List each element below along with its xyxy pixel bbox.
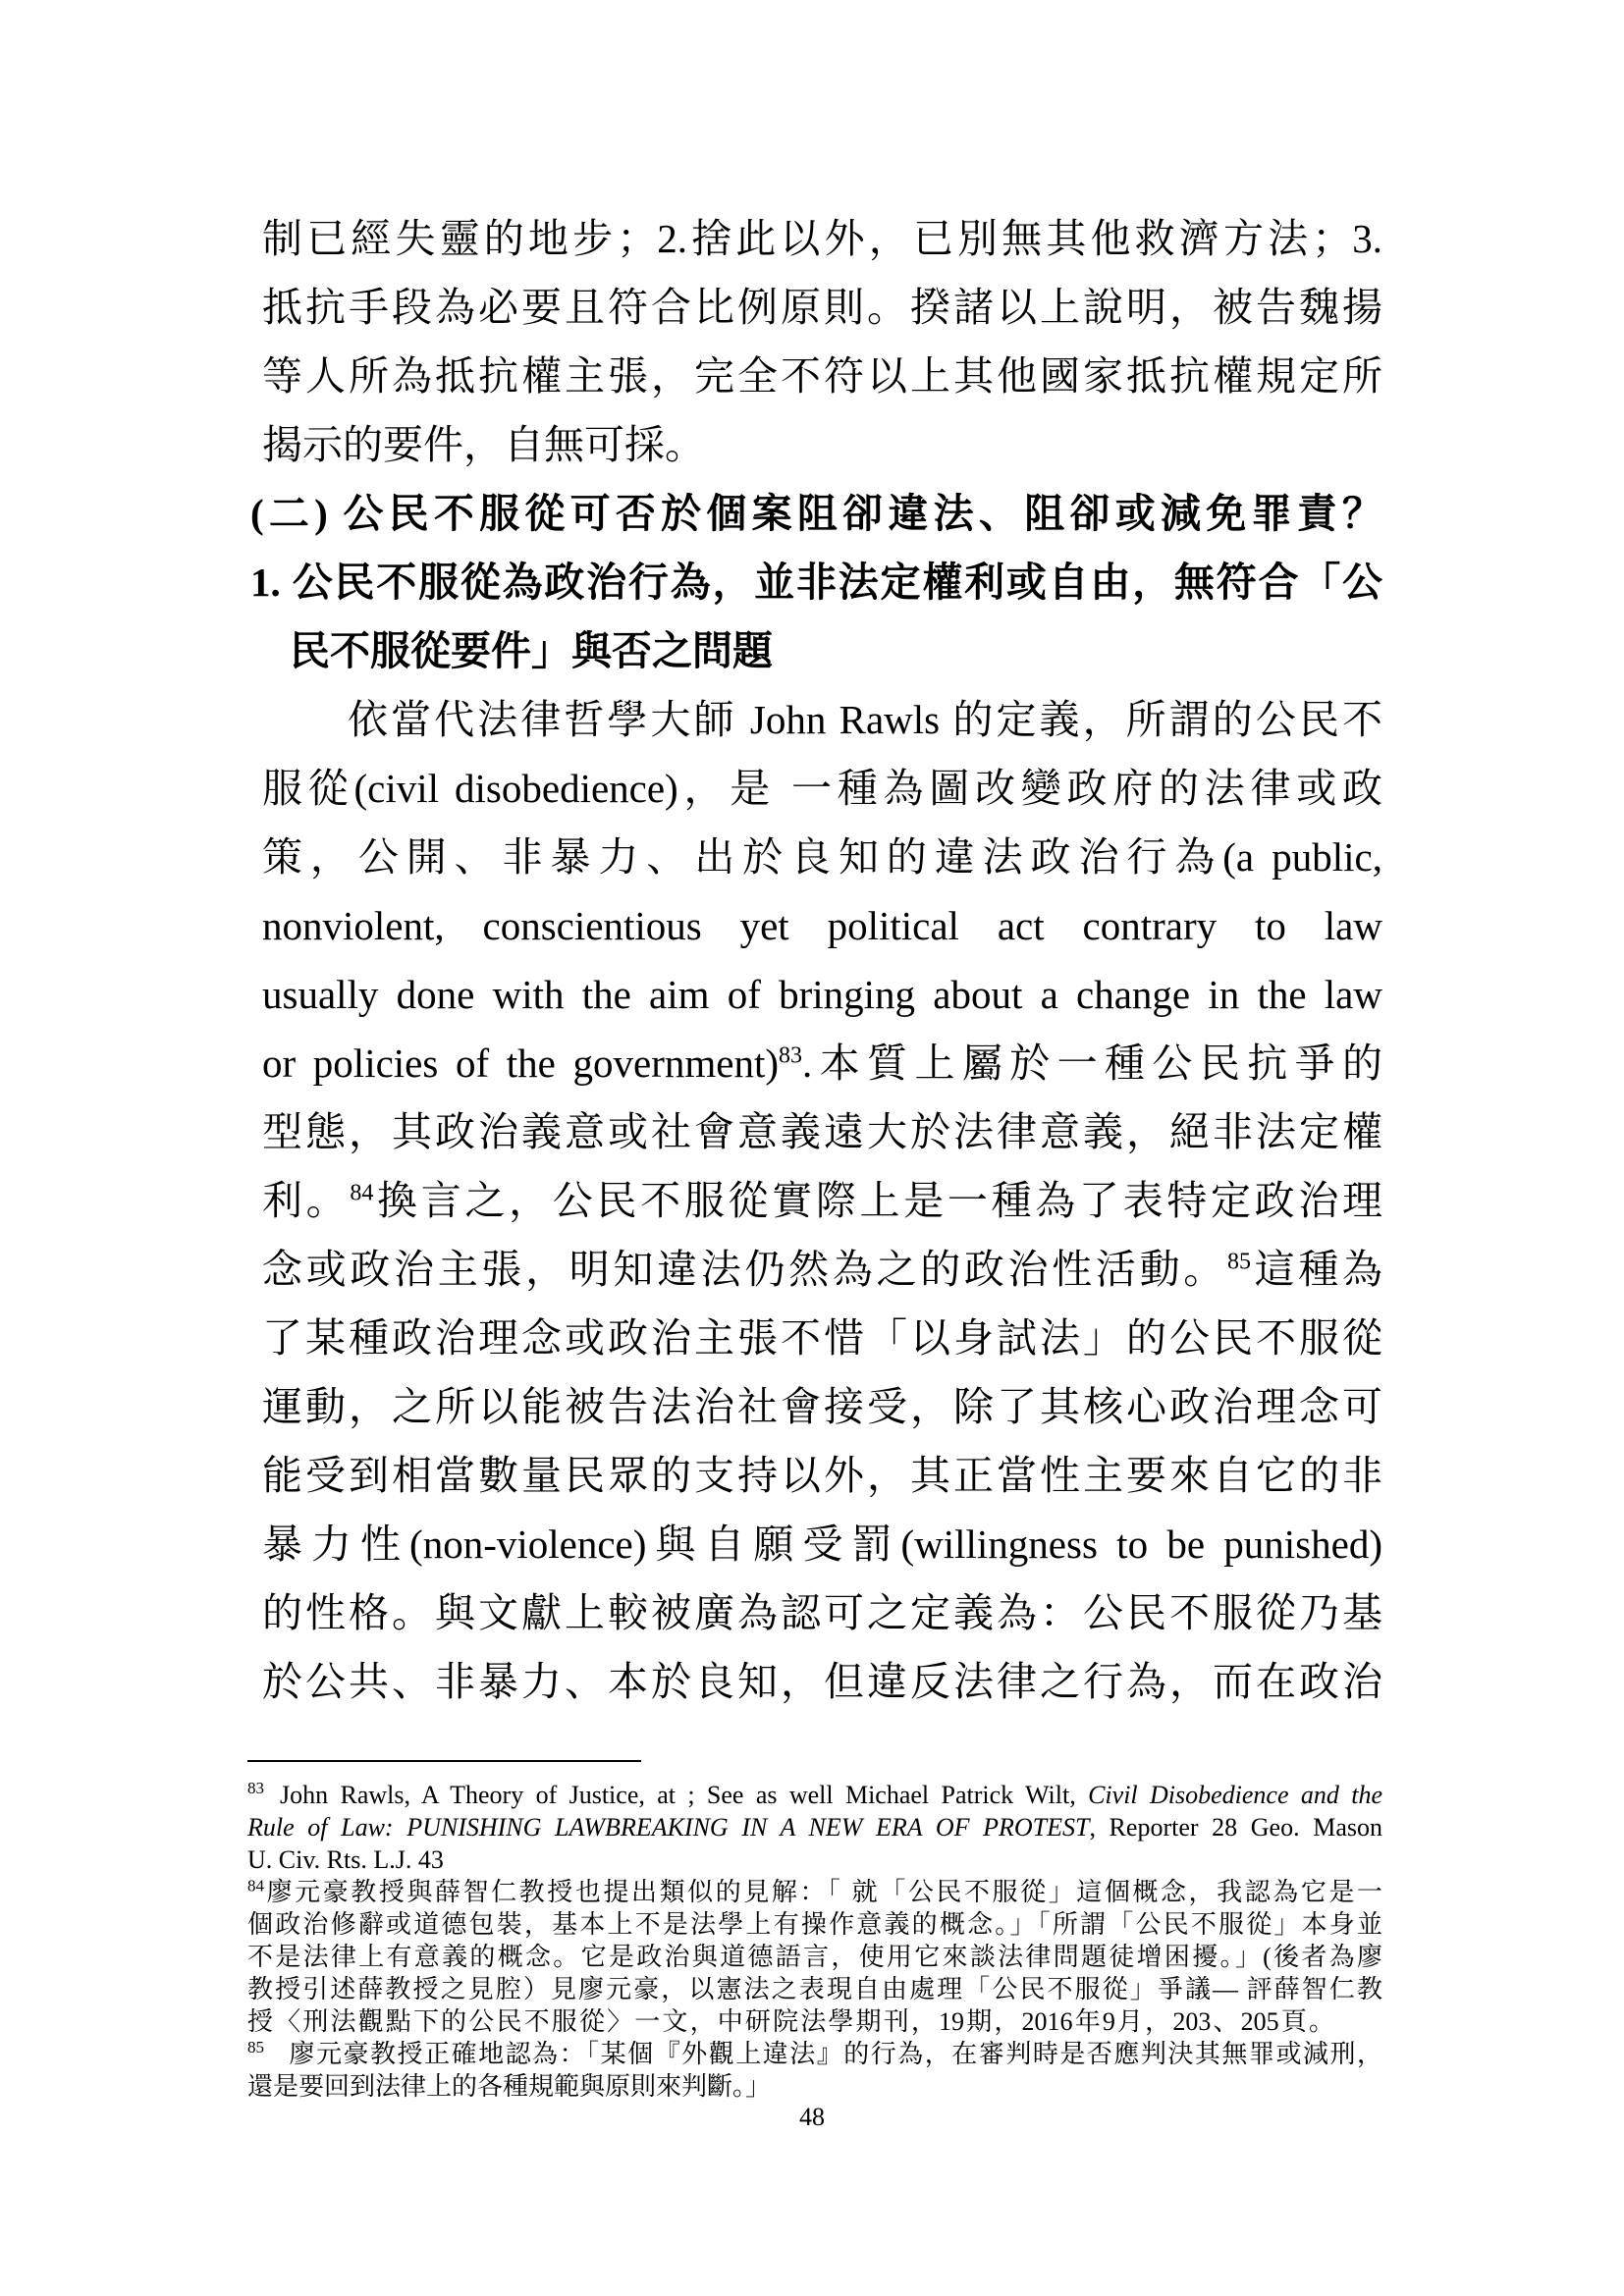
footnote-text: , Reporter 28 Geo. Mason [1089, 1813, 1382, 1842]
intro-line: 等人所為抵抗權主張，完全不符以上其他國家抵抗權規定所 [262, 353, 1382, 399]
footnote-ref-85[interactable]: 85 [1226, 1249, 1251, 1275]
paragraph-line-text: .本質上屬於一種公民抗爭的 [802, 1041, 1383, 1086]
footnote-84-line: 個政治修辭或道德包裝，基本上不是法學上有操作意義的概念。」「所謂「公民不服從」本身並 [247, 1910, 1382, 1939]
footnote-text: 廖元豪教授正確地認為：「某個『外觀上違法』的行為，在審判時是否應判決其無罪或減刑， [288, 2040, 1382, 2068]
footnote-84-line: 授〈刑法觀點下的公民不服從〉一文，中研院法學期刊，19期，2016年9月，203、205頁。 [247, 2007, 1334, 2036]
intro-line: 制已經失靈的地步；2.捨此以外，已別無其他救濟方法；3. [262, 216, 1382, 261]
intro-line: 揭示的要件，自無可採。 [262, 422, 705, 467]
paragraph-line [262, 1029, 1382, 1097]
paragraph-line: 暴力性(non-violence)與自願受罰(willingness to be punished) [262, 1522, 1382, 1567]
footnote-85-line [247, 2038, 1382, 2070]
footnote-italic-title: Rule of Law: PUNISHING LAWBREAKING IN A NEW ERA OF PROTEST [247, 1813, 1090, 1842]
footnote-text: John Rawls, A Theory of Justice, at ; See as well Michael Patrick Wilt, [280, 1781, 1089, 1809]
body-text [250, 204, 1383, 1716]
paragraph-line: 的性格。與文獻上較被廣為認可之定義為：公民不服從乃基 [262, 1590, 1382, 1635]
paragraph-line: 型態，其政治義意或社會意義遠大於法律意義，絕非法定權 [262, 1109, 1382, 1154]
paragraph-line: nonviolent, conscientious yet political act contrary to law [262, 903, 1382, 948]
paragraph-line-text: 換言之，公民不服從實際上是一種為了表特定政治理 [373, 1178, 1383, 1223]
footnote-ref-83[interactable]: 83 [779, 1042, 802, 1069]
paragraph-line-text: 利。 [262, 1178, 351, 1223]
footnote-ref-84[interactable]: 84 [350, 1180, 374, 1206]
paragraph-line: 於公共、非暴力、本於良知，但違反法律之行為，而在政治 [262, 1659, 1382, 1704]
footnote-number-85: 85 [247, 2038, 264, 2057]
paragraph-line [262, 1235, 1382, 1304]
paragraph-line: 依當代法律哲學大師 John Rawls 的定義，所謂的公民不 [348, 697, 1382, 742]
paragraph-line: 了某種政治理念或政治主張不惜「以身試法」的公民不服從 [262, 1315, 1382, 1361]
paragraph-line: 運動，之所以能被告法治社會接受，除了其核心政治理念可 [262, 1384, 1382, 1429]
subheading-line: 民不服從要件」與否之問題 [290, 628, 773, 673]
footnote-number-84: 84 [247, 1876, 264, 1896]
paragraph-line-text: or policies of the government) [262, 1041, 779, 1086]
paragraph-line [262, 1166, 1382, 1235]
footnote-italic-title: Civil Disobedience and the [1088, 1781, 1382, 1809]
footnote-text: 廖元豪教授與薛智仁教授也提出類似的見解：「 就「公民不服從」這個概念，我認為它是一 [264, 1878, 1382, 1906]
footnote-84-line [247, 1876, 1382, 1908]
paragraph-line: usually done with the aim of bringing about a change in the law [262, 972, 1382, 1017]
footnotes [247, 1779, 1382, 2103]
intro-line: 抵抗手段為必要且符合比例原則。揆諸以上說明，被告魏揚 [262, 285, 1382, 330]
footnote-84-line: 教授引述薛教授之見腔）見廖元豪，以憲法之表現自由處理「公民不服從」爭議— 評薛智仁教 [247, 1975, 1382, 2003]
paragraph-line-text: 念或政治主張，明知違法仍然為之的政治性活動。 [262, 1247, 1227, 1292]
footnote-separator [247, 1760, 641, 1762]
footnote-84-line: 不是法律上有意義的概念。它是政治與道德語言，使用它來談法律問題徒增困擾。」(後者為廖 [247, 1943, 1382, 1971]
footnote-85-line: 還是要回到法律上的各種規範與原則來判斷。」 [247, 2072, 772, 2101]
subheading-line: 1. 公民不服從為政治行為，並非法定權利或自由，無符合「公 [250, 560, 1382, 605]
section-heading: (二) 公民不服從可否於個案阻卻違法、阻卻或減免罪責？ [250, 491, 1382, 536]
paragraph-line-text: 這種為 [1250, 1247, 1383, 1292]
paragraph-line: 服從(civil disobedience)，是 一種為圖改變政府的法律或政 [262, 766, 1382, 811]
footnote-83-line [247, 1811, 1382, 1843]
footnote-number-83: 83 [247, 1779, 264, 1798]
paragraph-line: 策，公開、非暴力、出於良知的違法政治行為(a public, [262, 834, 1382, 880]
footnote-83-line [247, 1779, 1382, 1811]
page-number: 48 [799, 2103, 825, 2131]
footnote-83-line: U. Civ. Rts. L.J. 43 [247, 1845, 444, 1874]
paragraph-line: 能受到相當數量民眾的支持以外，其正當性主要來自它的非 [262, 1453, 1382, 1498]
